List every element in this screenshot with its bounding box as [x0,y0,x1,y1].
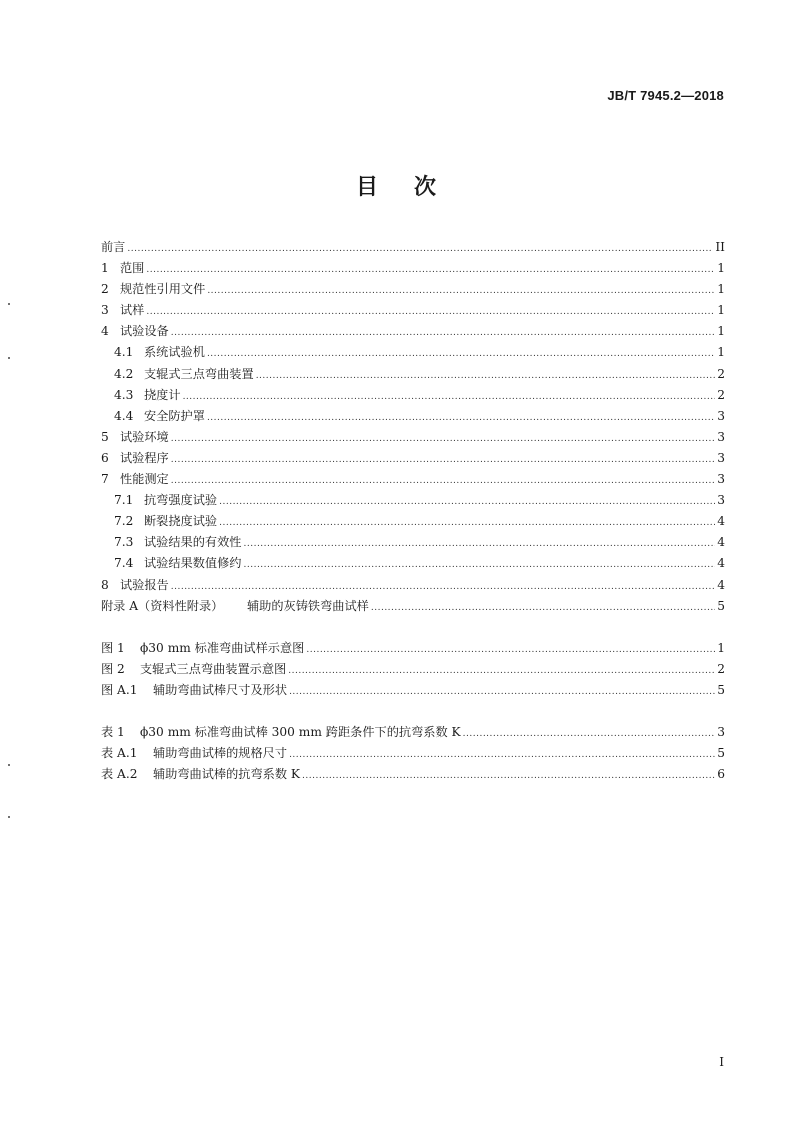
tables-entry-page: 6 [717,767,725,782]
toc-tables [101,722,725,785]
toc-entry-label: 范围 [120,261,145,276]
page-number: I [719,1055,724,1069]
dot-leader [289,745,715,766]
dot-leader [171,323,715,344]
dot-leader [171,450,715,471]
toc-entry-number: 7.1 [114,493,134,508]
toc-entry-number: 7.2 [114,514,134,529]
tables-entry[interactable] [101,764,725,785]
dot-leader [302,766,715,787]
toc-entry-page: 3 [717,472,725,487]
toc-entry-page: 3 [717,408,725,423]
figures-entry-number: 图 1 [101,641,125,655]
toc-entry-page: 3 [717,493,725,508]
tables-entry-number: 表 A.2 [101,767,138,782]
toc-entry-page: 1 [717,303,725,318]
dot-leader [306,640,715,661]
toc-entry-label: 试验报告 [120,577,169,592]
toc-entry-number: 7.3 [114,535,134,550]
toc-entry[interactable] [101,575,725,596]
standard-code: JB/T 7945.2—2018 [607,88,724,103]
toc-entry[interactable] [101,427,725,448]
toc-entry-page: 1 [717,345,725,360]
toc-entry-number: 7.4 [114,556,134,571]
tables-entry-number: 表 1 [101,725,125,739]
toc-entry-page: 3 [717,429,725,444]
toc-entry-page: 1 [717,282,725,297]
toc-entry[interactable] [101,237,725,258]
scan-speck [8,816,10,818]
toc-entry[interactable] [101,553,725,574]
toc-entry[interactable] [101,532,725,553]
dot-leader [127,239,713,260]
toc-entry-page: 5 [717,598,725,613]
figures-entry-label: ϕ30 mm 标准弯曲试样示意图 [140,641,305,655]
dot-leader [171,471,715,492]
toc-entry-page: 1 [717,261,725,276]
toc-entry[interactable] [101,385,725,406]
toc-entry-page: 4 [717,514,725,529]
toc-entry-number: 7 [101,472,109,487]
toc-entry-number: 4 [101,324,109,339]
toc-entry[interactable] [101,258,725,279]
figures-entry-number: 图 A.1 [101,683,138,698]
toc-contents [101,237,725,617]
toc-entry-page: II [715,240,725,254]
toc-entry-label: 试样 [120,303,145,318]
toc-entry-number: 6 [101,450,109,465]
figures-entry-label: 支辊式三点弯曲装置示意图 [140,662,287,677]
dot-leader [288,661,715,682]
toc-entry-page: 4 [717,556,725,571]
tables-entry-label: ϕ30 mm 标准弯曲试棒 300 mm 跨距条件下的抗弯系数 K [140,725,461,739]
figures-entry-page: 5 [717,683,725,698]
dot-leader [146,302,715,323]
toc-entry[interactable] [101,490,725,511]
toc-entry[interactable] [101,448,725,469]
toc-entry[interactable] [101,321,725,342]
scan-speck [8,357,10,359]
toc-entry[interactable] [101,406,725,427]
toc-entry-label: 挠度计 [144,387,181,402]
figures-entry-page: 1 [717,641,725,655]
scan-speck [8,764,10,766]
toc-entry-page: 1 [717,324,725,339]
toc-entry[interactable] [101,469,725,490]
figures-entry[interactable] [101,680,725,701]
toc-entry-page: 4 [717,577,725,592]
toc-entry-page: 2 [717,387,725,402]
figures-entry[interactable] [101,659,725,680]
dot-leader [371,598,715,619]
dot-leader [207,281,715,302]
dot-leader [463,724,716,745]
toc-entry-label: 前言 [101,240,126,254]
dot-leader [244,534,716,555]
tables-entry[interactable] [101,743,725,764]
toc-entry[interactable] [101,342,725,363]
toc-entry-label: 试验程序 [120,450,169,465]
toc-entry-number: 附录 A（资料性附录） [101,598,224,613]
scan-speck [8,303,10,305]
toc-entry-number: 4.2 [114,366,134,381]
toc-entry-label: 辅助的灰铸铁弯曲试样 [247,598,369,613]
toc-entry-label: 试验结果数值修约 [144,556,242,571]
toc-entry-label: 系统试验机 [144,345,205,360]
dot-leader [289,682,715,703]
toc-entry[interactable] [101,279,725,300]
toc-entry-number: 8 [101,577,109,592]
toc-entry-number: 5 [101,429,109,444]
toc-entry-page: 3 [717,450,725,465]
toc-entry-label: 试验结果的有效性 [144,535,242,550]
tables-entry-label: 辅助弯曲试棒的规格尺寸 [153,746,288,761]
toc-figures [101,638,725,701]
dot-leader [171,577,715,598]
dot-leader [256,366,716,387]
toc-entry-label: 试验环境 [120,429,169,444]
toc-entry-number: 4.4 [114,408,134,423]
tables-entry[interactable] [101,722,725,743]
dot-leader [171,429,715,450]
toc-entry-label: 性能测定 [120,472,169,487]
tables-entry-label: 辅助弯曲试棒的抗弯系数 K [153,767,301,782]
page-title: 目次 [355,174,472,200]
toc-entry-number: 4.3 [114,387,134,402]
figures-entry-number: 图 2 [101,662,125,677]
toc-entry[interactable] [101,300,725,321]
dot-leader [219,513,715,534]
toc-entry[interactable] [101,511,725,532]
dot-leader [183,387,716,408]
dot-leader [219,492,715,513]
tables-entry-page: 3 [717,725,725,739]
toc-entry-number: 2 [101,282,109,297]
toc-entry-label: 断裂挠度试验 [144,514,218,529]
toc-entry-label: 抗弯强度试验 [144,493,218,508]
toc-entry[interactable] [101,596,725,617]
tables-entry-number: 表 A.1 [101,746,138,761]
figures-entry-page: 2 [717,662,725,677]
toc-entry-number: 1 [101,261,109,276]
toc-entry-label: 规范性引用文件 [120,282,206,297]
toc-entry-page: 4 [717,535,725,550]
figures-entry-label: 辅助弯曲试棒尺寸及形状 [153,683,288,698]
tables-entry-page: 5 [717,746,725,761]
figures-entry[interactable] [101,638,725,659]
dot-leader [244,555,716,576]
toc-entry[interactable] [101,364,725,385]
toc-entry-number: 3 [101,303,109,318]
dot-leader [146,260,715,281]
toc-entry-label: 支辊式三点弯曲装置 [144,366,254,381]
toc-entry-number: 4.1 [114,345,134,360]
toc-entry-label: 安全防护罩 [144,408,205,423]
dot-leader [207,408,715,429]
toc-entry-page: 2 [717,366,725,381]
toc-entry-label: 试验设备 [120,324,169,339]
dot-leader [207,344,715,365]
